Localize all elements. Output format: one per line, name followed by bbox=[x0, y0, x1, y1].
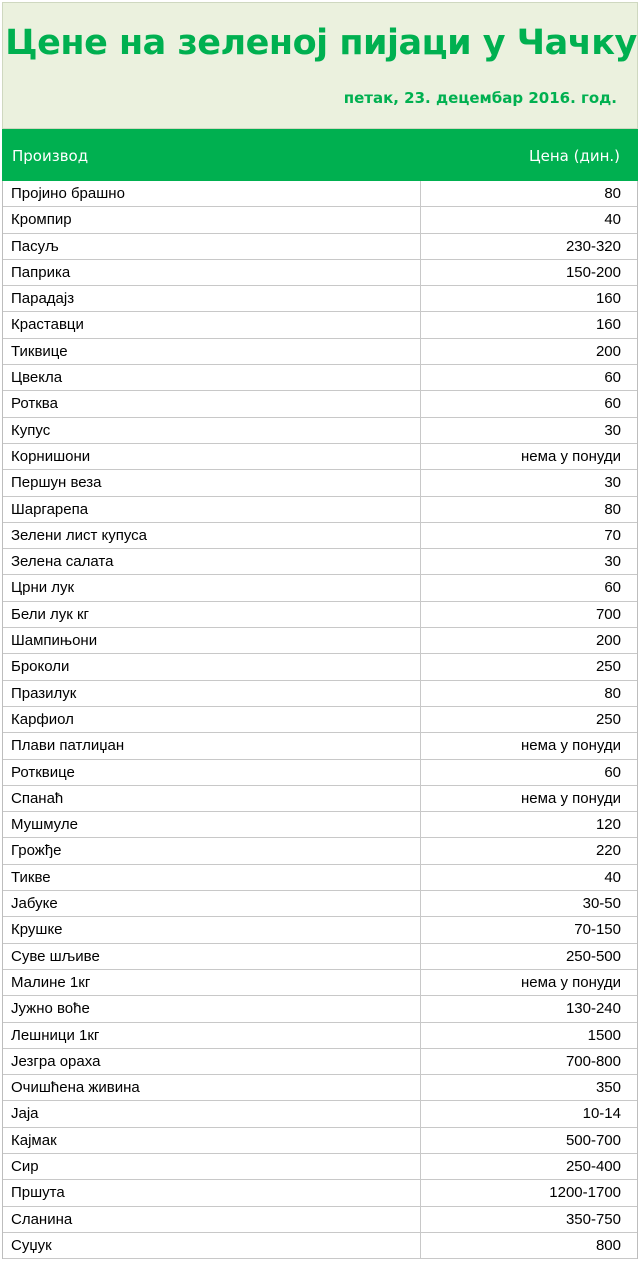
product-name-cell: Пасуљ bbox=[3, 234, 421, 259]
table-row bbox=[3, 628, 637, 654]
price-cell: 30 bbox=[604, 553, 621, 571]
price-cell: 200 bbox=[595, 632, 621, 650]
product-name-cell: Купус bbox=[3, 418, 421, 443]
table-row bbox=[3, 654, 637, 680]
table-row bbox=[3, 1023, 637, 1049]
product-name-cell: Кромпир bbox=[3, 207, 421, 232]
price-cell: 60 bbox=[604, 763, 621, 781]
product-name-cell: Карфиол bbox=[3, 707, 421, 732]
price-cell: нема у понуди bbox=[521, 789, 621, 807]
table-row bbox=[3, 260, 637, 286]
product-name-cell: Пршута bbox=[3, 1180, 421, 1205]
product-name-cell: Тикве bbox=[3, 865, 421, 890]
product-name-cell: Очишћена живина bbox=[3, 1075, 421, 1100]
price-cell: 60 bbox=[604, 369, 621, 387]
product-name-cell: Краставци bbox=[3, 312, 421, 337]
product-name-cell: Суџук bbox=[3, 1233, 421, 1258]
product-name-cell: Паприка bbox=[3, 260, 421, 285]
price-cell: нема у понуди bbox=[521, 447, 621, 465]
product-name-cell: Кајмак bbox=[3, 1128, 421, 1153]
price-cell: 220 bbox=[595, 842, 621, 860]
table-row bbox=[3, 234, 637, 260]
product-name-cell: Суве шљиве bbox=[3, 944, 421, 969]
product-name-cell: Малине 1кг bbox=[3, 970, 421, 995]
table-row bbox=[3, 1233, 637, 1259]
product-name-cell: Јаја bbox=[3, 1101, 421, 1126]
table-row bbox=[3, 1154, 637, 1180]
price-cell: 350-750 bbox=[565, 1210, 621, 1228]
product-name-cell: Сланина bbox=[3, 1207, 421, 1232]
table-row bbox=[3, 917, 637, 943]
table-row bbox=[3, 1075, 637, 1101]
price-cell: 800 bbox=[595, 1236, 621, 1254]
price-cell: 230-320 bbox=[565, 237, 621, 255]
page-title: Цене на зеленој пијаци у Чачку bbox=[5, 23, 637, 63]
product-name-cell: Цвекла bbox=[3, 365, 421, 390]
price-cell: 150-200 bbox=[565, 263, 621, 281]
price-cell: 120 bbox=[595, 816, 621, 834]
price-cell: 80 bbox=[604, 500, 621, 518]
price-sheet bbox=[2, 2, 638, 1263]
price-cell: 250 bbox=[595, 658, 621, 676]
price-cell: 60 bbox=[604, 395, 621, 413]
table-row bbox=[3, 207, 637, 233]
table-row bbox=[3, 286, 637, 312]
table-row bbox=[3, 996, 637, 1022]
product-name-cell: Першун веза bbox=[3, 470, 421, 495]
table-row bbox=[3, 1101, 637, 1127]
product-name-cell: Плави патлиџан bbox=[3, 733, 421, 758]
product-name-cell: Мушмуле bbox=[3, 812, 421, 837]
price-cell: 40 bbox=[604, 868, 621, 886]
table-row bbox=[3, 523, 637, 549]
table-row bbox=[3, 497, 637, 523]
price-cell: 200 bbox=[595, 342, 621, 360]
price-cell: 250-500 bbox=[565, 947, 621, 965]
table-row bbox=[3, 838, 637, 864]
table-row bbox=[3, 602, 637, 628]
product-name-cell: Спанаћ bbox=[3, 786, 421, 811]
product-name-cell: Шаргарепа bbox=[3, 497, 421, 522]
table-row bbox=[3, 944, 637, 970]
price-cell: 70 bbox=[604, 526, 621, 544]
product-name-cell: Тиквице bbox=[3, 339, 421, 364]
product-name-cell: Броколи bbox=[3, 654, 421, 679]
product-name-cell: Лешници 1кг bbox=[3, 1023, 421, 1048]
product-name-cell: Ротквице bbox=[3, 760, 421, 785]
header-panel bbox=[2, 2, 638, 129]
table-row bbox=[3, 865, 637, 891]
date-label: петак, 23. децембар 2016. год. bbox=[343, 89, 617, 107]
price-cell: 70-150 bbox=[574, 921, 621, 939]
table-row bbox=[3, 365, 637, 391]
price-cell: 30 bbox=[604, 421, 621, 439]
table-row bbox=[3, 707, 637, 733]
product-name-cell: Зелена салата bbox=[3, 549, 421, 574]
table-row bbox=[3, 891, 637, 917]
table-row bbox=[3, 312, 637, 338]
price-cell: 1200-1700 bbox=[549, 1184, 621, 1202]
product-name-cell: Јужно воће bbox=[3, 996, 421, 1021]
price-cell: 250-400 bbox=[565, 1157, 621, 1175]
table-row bbox=[3, 339, 637, 365]
price-cell: 160 bbox=[595, 290, 621, 308]
price-cell: нема у понуди bbox=[521, 737, 621, 755]
product-name-cell: Корнишони bbox=[3, 444, 421, 469]
table-row bbox=[3, 549, 637, 575]
price-cell: 30-50 bbox=[582, 895, 621, 913]
product-name-cell: Зелени лист купуса bbox=[3, 523, 421, 548]
product-name-cell: Крушке bbox=[3, 917, 421, 942]
price-cell: 1500 bbox=[587, 1026, 621, 1044]
table-row bbox=[3, 470, 637, 496]
table-row bbox=[3, 786, 637, 812]
price-cell: 160 bbox=[595, 316, 621, 334]
price-cell: 60 bbox=[604, 579, 621, 597]
product-name-cell: Празилук bbox=[3, 681, 421, 706]
price-cell: 30 bbox=[604, 474, 621, 492]
table-row bbox=[3, 575, 637, 601]
table-header bbox=[2, 129, 638, 181]
table-row bbox=[3, 444, 637, 470]
table-row bbox=[3, 1180, 637, 1206]
product-name-cell: Ротква bbox=[3, 391, 421, 416]
table-row bbox=[3, 391, 637, 417]
product-name-cell: Јабуке bbox=[3, 891, 421, 916]
table-row bbox=[3, 760, 637, 786]
price-table-body bbox=[2, 181, 638, 1259]
price-cell: 500-700 bbox=[565, 1131, 621, 1149]
table-row bbox=[3, 1128, 637, 1154]
price-cell: 700 bbox=[595, 605, 621, 623]
table-row bbox=[3, 1207, 637, 1233]
price-cell: нема у понуди bbox=[521, 973, 621, 991]
column-header-product: Производ bbox=[12, 147, 89, 165]
table-row bbox=[3, 1049, 637, 1075]
product-name-cell: Парадајз bbox=[3, 286, 421, 311]
table-row bbox=[3, 970, 637, 996]
price-cell: 130-240 bbox=[565, 1000, 621, 1018]
price-cell: 80 bbox=[604, 185, 621, 202]
table-row bbox=[3, 181, 637, 207]
product-name-cell: Црни лук bbox=[3, 575, 421, 600]
product-name-cell: Језгра ораха bbox=[3, 1049, 421, 1074]
product-name-cell: Бели лук кг bbox=[3, 602, 421, 627]
product-name-cell: Грожђе bbox=[3, 838, 421, 863]
price-cell: 700-800 bbox=[565, 1052, 621, 1070]
price-cell: 10-14 bbox=[582, 1105, 621, 1123]
table-row bbox=[3, 681, 637, 707]
price-cell: 40 bbox=[604, 211, 621, 229]
column-header-price: Цена (дин.) bbox=[528, 147, 620, 165]
product-name-cell: Сир bbox=[3, 1154, 421, 1179]
price-cell: 80 bbox=[604, 684, 621, 702]
price-cell: 250 bbox=[595, 710, 621, 728]
table-row bbox=[3, 418, 637, 444]
product-name-cell: Пројино брашно bbox=[3, 181, 421, 206]
product-name-cell: Шампињони bbox=[3, 628, 421, 653]
price-cell: 350 bbox=[595, 1079, 621, 1097]
table-row bbox=[3, 812, 637, 838]
table-row bbox=[3, 733, 637, 759]
